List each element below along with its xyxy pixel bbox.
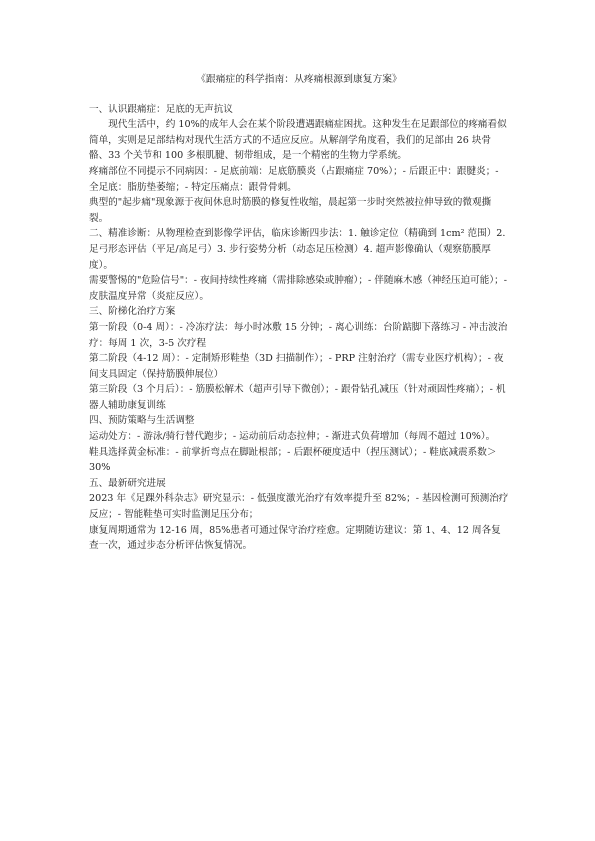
section-heading-5: 五、最新研究进展 bbox=[89, 477, 166, 489]
section-3-paragraph-2: 第二阶段（4-12 周）：- 定制矫形鞋垫（3D 扫描制作）；- PRP 注射治疗（需专业医疗机构）；- 夜间支具固定（保持筋膜伸展位） bbox=[89, 353, 504, 380]
document-title: 《跟痛症的科学指南：从疼痛根源到康复方案》 bbox=[196, 74, 402, 85]
section-2-paragraph-1: 需要警惕的"危险信号"：- 夜间持续性疼痛（需排除感染或肿瘤）；- 伴随麻木感（神经压迫可能）；- 皮肤温度异常（炎症反应）。 bbox=[89, 275, 507, 302]
section-heading-1: 一、认识跟痛症：足底的无声抗议 bbox=[89, 103, 233, 115]
section-1-paragraph-3: 典型的"起步痛"现象源于夜间休息时筋膜的修复性收缩，晨起第一步时突然被拉伸导致的微观撕裂。 bbox=[89, 197, 492, 224]
section-1-paragraph-1: 现代生活中，约 10%的成年人会在某个阶段遭遇跟痛症困扰。这种发生在足跟部位的疼痛看似简单，实则是足部结构对现代生活方式的不适应反应。从解剖学角度看，我们的足部由 26 块骨骼、33 个关节和 100 多根肌腱、韧带组成，是一个精密的生物力学系统。 bbox=[89, 119, 507, 162]
section-1-paragraph-2: 疼痛部位不同提示不同病因：- 足底前端：足底筋膜炎（占跟痛症 70%）；- 后跟正中：跟腱炎；- 全足底：脂肪垫萎缩；- 特定压痛点：跟骨骨刺。 bbox=[89, 165, 499, 193]
section-5-paragraph-1: 2023 年《足踝外科杂志》研究显示：- 低强度激光治疗有效率提升至 82%；- 基因检测可预测治疗反应；- 智能鞋垫可实时监测足压分布； bbox=[89, 493, 509, 521]
section-4-paragraph-2: 鞋具选择黄金标准：- 前掌折弯点在脚趾根部；- 后跟杯硬度适中（捏压测试）；- 鞋底减震系数＞30% bbox=[89, 446, 497, 474]
section-3-paragraph-1: 第一阶段（0-4 周）：- 冷冻疗法：每小时冰敷 15 分钟；- 离心训练：台阶踮脚下落练习 - 冲击波治疗：每周 1 次，3-5 次疗程 bbox=[89, 321, 508, 349]
section-3-paragraph-3: 第三阶段（3 个月后）：- 筋膜松解术（超声引导下微创）；- 跟骨钻孔减压（针对顽固性疼痛）；- 机器人辅助康复训练 bbox=[89, 384, 506, 411]
section-heading-4: 四、预防策略与生活调整 bbox=[89, 415, 195, 427]
document-page bbox=[89, 72, 509, 554]
section-heading-3: 三、阶梯化治疗方案 bbox=[89, 306, 176, 318]
section-5-paragraph-2: 康复周期通常为 12-16 周，85%患者可通过保守治疗痊愈。定期随访建议：第 1、4、12 周各复查一次，通过步态分析评估恢复情况。 bbox=[89, 524, 501, 552]
section-4-paragraph-1: 运动处方：- 游泳/骑行替代跑步；- 运动前后动态拉伸；- 渐进式负荷增加（每周不超过 10%）。 bbox=[89, 431, 496, 443]
section-heading-2: 二、精准诊断：从物理检查到影像学评估，临床诊断四步法：1. 触诊定位（精确到 1cm² 范围）2. 足弓形态评估（平足/高足弓）3. 步行姿势分析（动态足压检测）4. 超声影像确认（观察筋膜厚度）。 bbox=[89, 228, 506, 271]
